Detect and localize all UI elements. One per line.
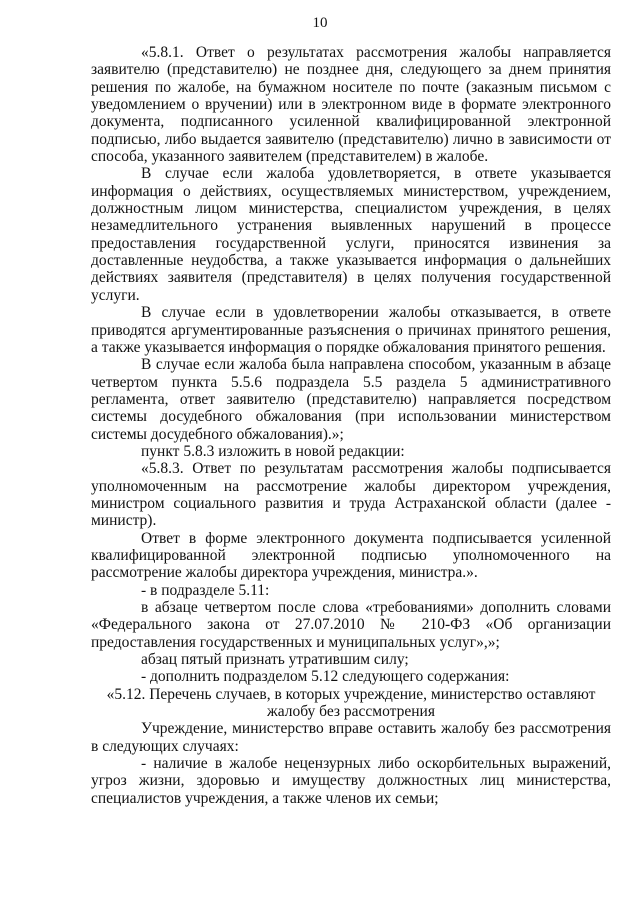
paragraph-complaint-satisfied: В случае если жалоба удовлетворяется, в ответе указывается информация о действиях, осуществляемых министерством, учреждением, должностным лицом министерства, специалистом учреждения, в целях незамедлительного устранения выявленных нарушений в процессе предоставления государственной услуги, приносятся извинения за доставленные неудобства, а также указывается информация о дальнейших действиях заявителя (представителя) в целях получения государственной услуги. <box>91 165 611 304</box>
section-heading-5-12 <box>91 686 611 721</box>
section-heading-line-2: жалобу без рассмотрения <box>267 703 435 721</box>
paragraph-obscene-expressions: - наличие в жалобе нецензурных либо оскорбительных выражений, угроз жизни, здоровью и имуществу должностных лиц министерства, специалистов учреждения, а также членов их семьи; <box>91 755 611 807</box>
paragraph-electronic-signature: Ответ в форме электронного документа подписывается усиленной квалифицированной электронной подписью уполномоченного на рассмотрение жалобы директора учреждения, министра.». <box>91 529 611 582</box>
paragraph-5-8-3: «5.8.3. Ответ по результатам рассмотрения жалобы подписывается уполномоченным на рассмотрение жалобы директором учреждения, министром социального развития и труда Астраханской области (далее - министр). <box>91 460 611 530</box>
document-body <box>91 44 611 807</box>
paragraph-pre-trial-system: В случае если жалоба была направлена способом, указанным в абзаце четвертом пункта 5.5.6 подраздела 5.5 раздела 5 административного регламента, ответ заявителю (представителю) направляется посредством системы досудебного обжалования (при использовании министерством системы досудебного обжалования).»; <box>91 356 611 443</box>
paragraph-complaint-refused: В случае если в удовлетворении жалобы отказывается, в ответе приводятся аргументированные разъяснения о причинах принятого решения, а также указывается информация о порядке обжалования принятого решения. <box>91 304 611 356</box>
paragraph-fifth-abzac: абзац пятый признать утратившим силу; <box>141 651 409 669</box>
paragraph-add-5-12: - дополнить подразделом 5.12 следующего содержания: <box>141 668 510 686</box>
page-number: 10 <box>312 15 328 31</box>
paragraph-leave-without-review: Учреждение, министерство вправе оставить жалобу без рассмотрения в следующих случаях: <box>91 720 611 755</box>
paragraph-item-5-8-3-intro: пункт 5.8.3 изложить в новой редакции: <box>141 442 405 460</box>
paragraph-fourth-abzac: в абзаце четвертом после слова «требованиями» дополнить словами «Федерального закона от 27.07.2010 № 210-ФЗ «Об организации предоставления государственных и муниципальных услуг»,»; <box>91 599 611 651</box>
paragraph-5-8-1: «5.8.1. Ответ о результатах рассмотрения жалобы направляется заявителю (представителю) не позднее дня, следующего за днем принятия решения по жалобе, на бумажном носителе по почте (заказным письмом с уведомлением о вручении) или в электронном виде в формате электронного документа, подписанного усиленной квалифицированной электронной подписью, либо выдается заявителю (представителю) лично в зависимости от способа, указанного заявителем (представителем) в жалобе. <box>91 44 611 166</box>
section-heading-line-1: «5.12. Перечень случаев, в которых учреждение, министерство оставляют <box>106 685 596 703</box>
paragraph-subsection-5-11: - в подразделе 5.11: <box>141 581 270 599</box>
